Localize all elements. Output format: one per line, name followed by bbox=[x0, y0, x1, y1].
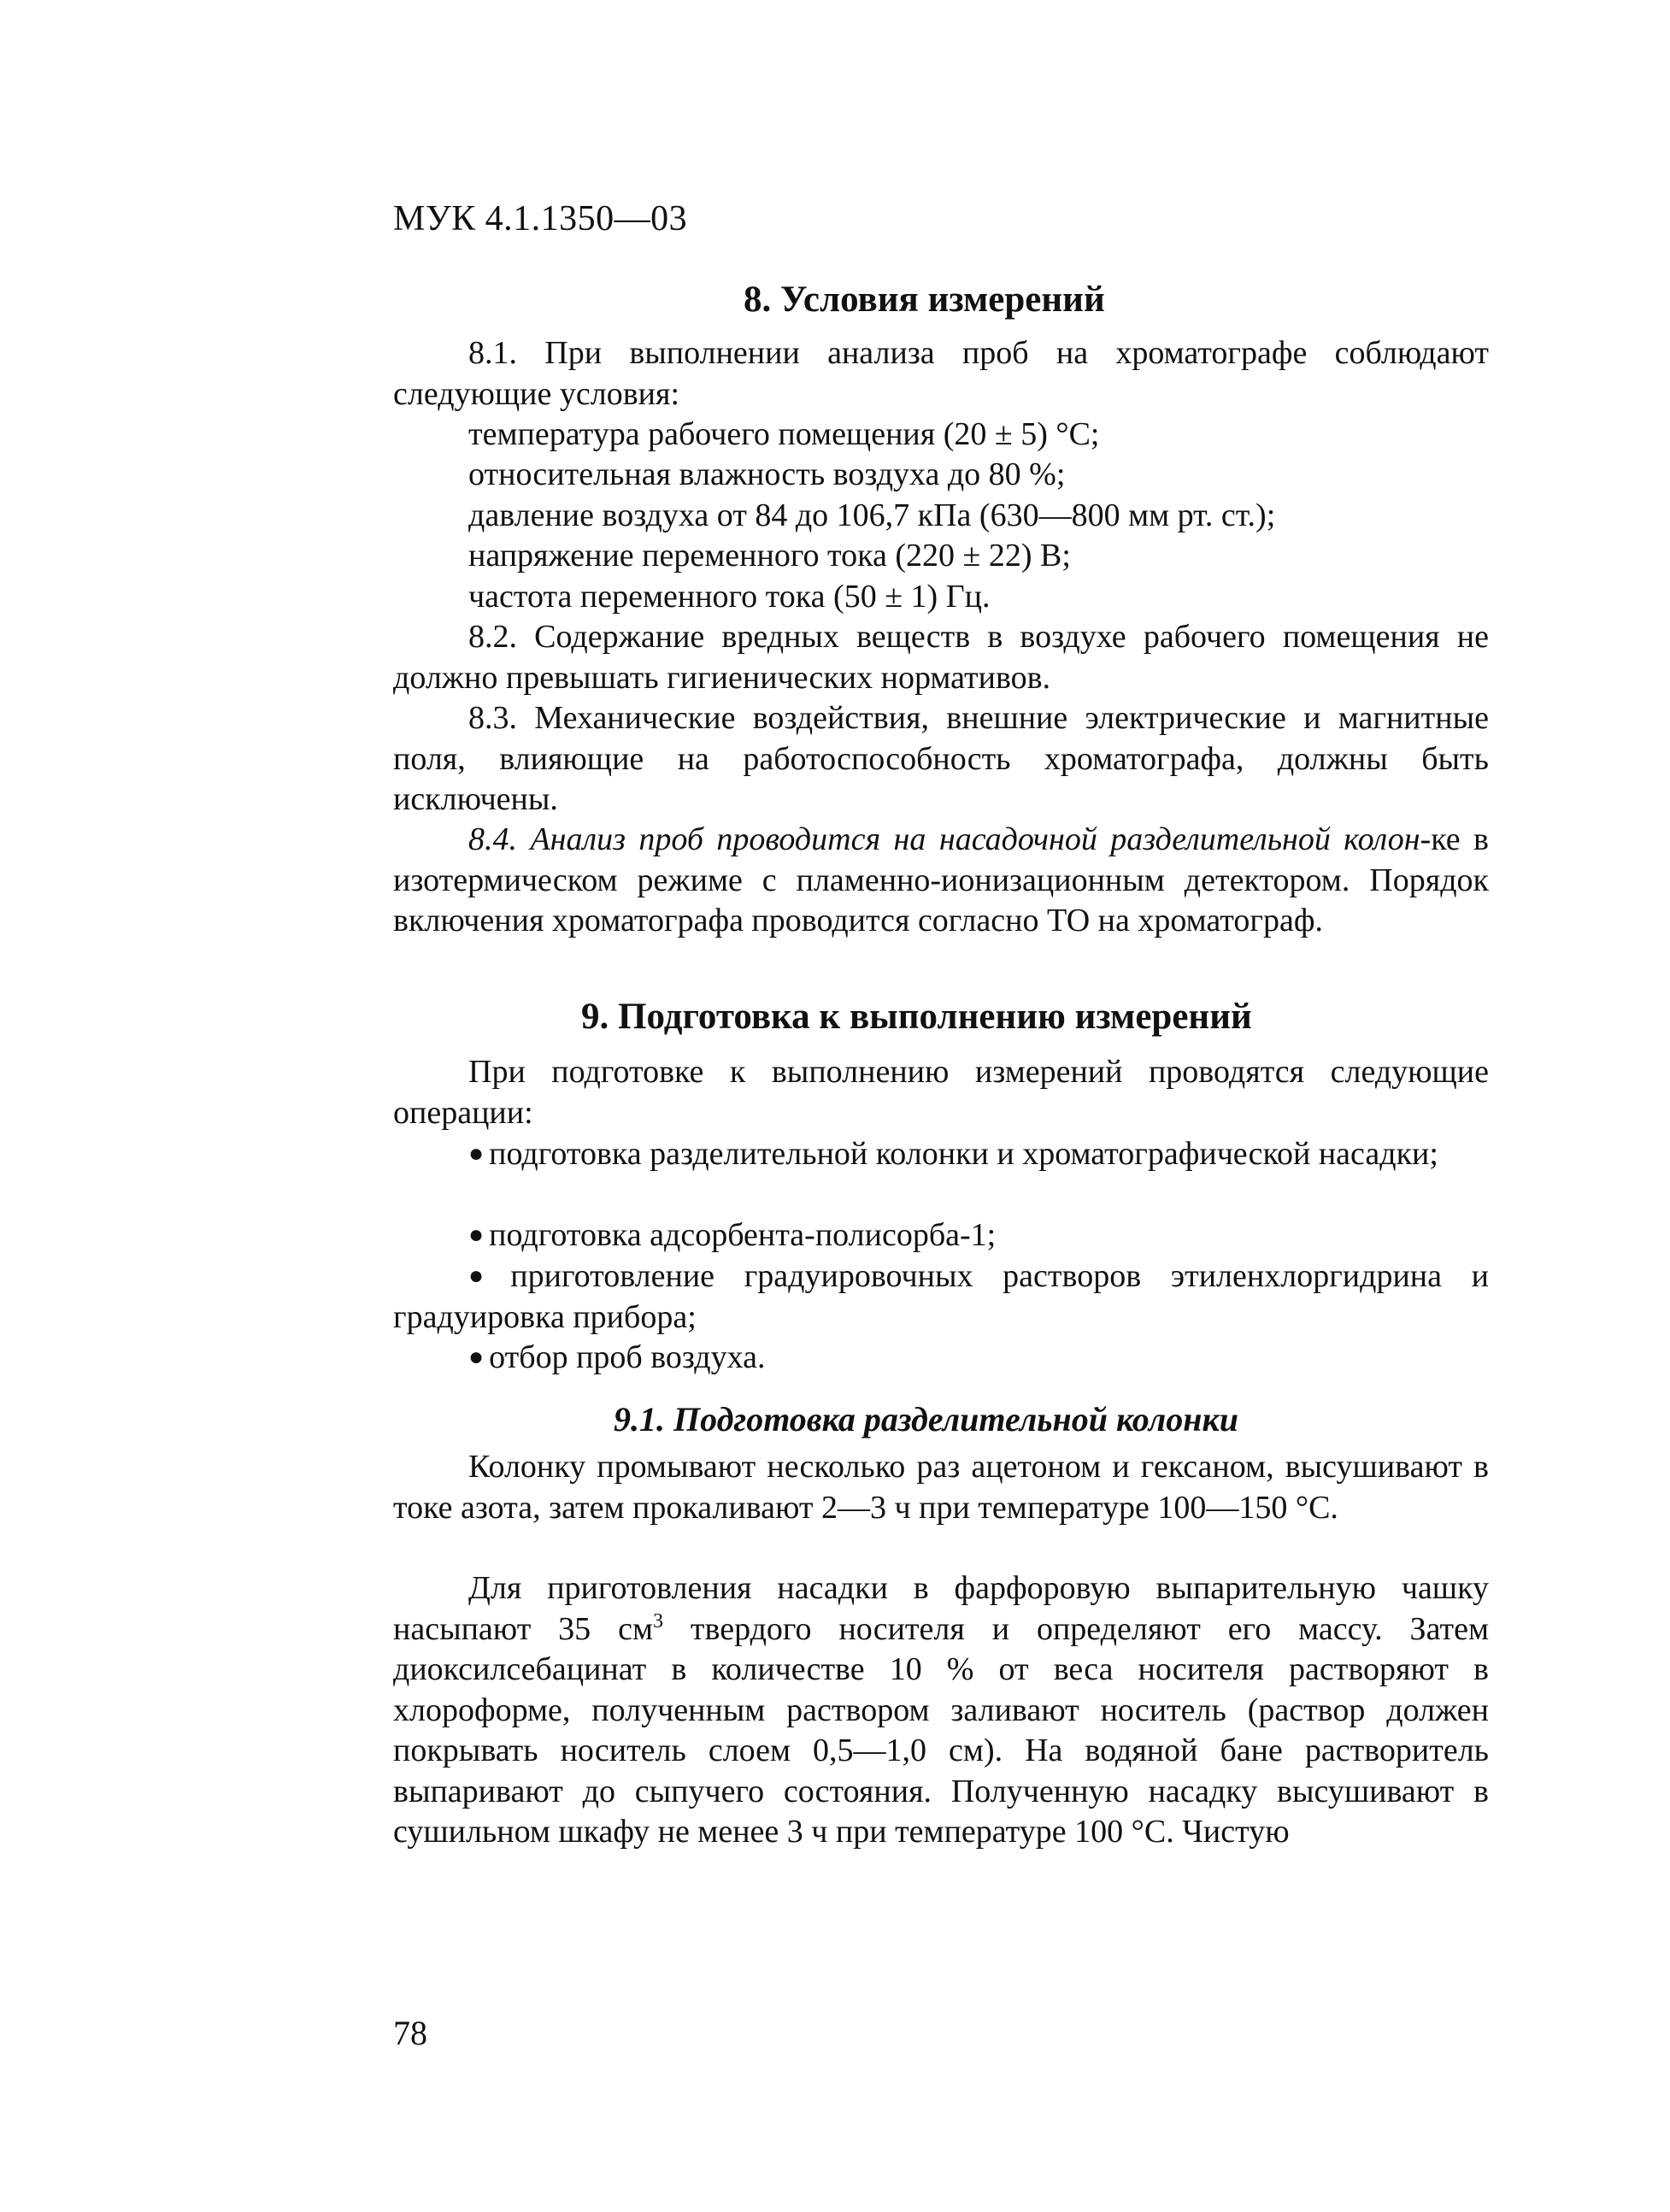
condition-voltage: напряжение переменного тока (220 ± 22) В; bbox=[468, 538, 1071, 574]
section-8-title: 8. Условия измерений bbox=[744, 279, 1105, 320]
paragraph-9-1-2 bbox=[393, 1568, 1489, 1853]
document-code: МУК 4.1.1350—03 bbox=[393, 199, 688, 238]
paragraph-8-1: 8.1. При выполнении анализа проб на хроматографе соблюдают следующие условия: bbox=[393, 335, 1489, 412]
list-item-text: подготовка разделительной колонки и хроматографической насадки; bbox=[489, 1136, 1438, 1172]
paragraph-text: Для приготовления насадки в фарфоровую выпарительную чашку насыпают 35 см bbox=[393, 1570, 1489, 1647]
paragraph-8-2: 8.2. Содержание вредных веществ в воздухе рабочего помещения не должно превышать гигиенических нормативов. bbox=[393, 619, 1489, 696]
list-item bbox=[393, 1215, 1489, 1256]
paragraph-8-4-italic: 8.4. Анализ проб проводится на насадочной разделительной колон- bbox=[468, 821, 1432, 857]
bullet-icon: ● bbox=[468, 1343, 485, 1371]
bullet-icon: ● bbox=[468, 1139, 485, 1168]
section-9-intro: При подготовке к выполнению измерений проводятся следующие операции: bbox=[393, 1054, 1489, 1131]
bullet-icon: ● bbox=[468, 1262, 506, 1290]
list-item-text: отбор проб воздуха. bbox=[489, 1339, 766, 1375]
paragraph-text: твердого носителя и определяют его массу. Затем диоксилсебацинат в количестве 10 % от веса носителя растворяют в хлороформе, полученным раствором заливают носитель (раствор должен покрывать носитель слоем 0,5—1,0 см). На водяной бане растворитель выпаривают до сыпучего состояния. Полученную насадку высушивают в сушильном шкафу не менее 3 ч при температуре 100 °С. Чистую bbox=[393, 1610, 1489, 1850]
page-number: 78 bbox=[393, 2014, 427, 2052]
list-item-text: подготовка адсорбента-полисорба-1; bbox=[489, 1217, 997, 1253]
condition-frequency: частота переменного тока (50 ± 1) Гц. bbox=[468, 579, 991, 615]
paragraph-8-4-rest: ке в изотермическом режиме с пламенно-ионизационным детектором. Порядок включения хроматографа проводится согласно ТО на хроматограф. bbox=[393, 821, 1489, 938]
superscript: 3 bbox=[653, 1609, 663, 1633]
list-item-text: приготовление градуировочных растворов этиленхлоргидрина и градуировка прибора; bbox=[393, 1258, 1489, 1335]
condition-pressure: давление воздуха от 84 до 106,7 кПа (630—800 мм рт. ст.); bbox=[468, 497, 1276, 533]
list-item bbox=[393, 1337, 1489, 1379]
list-item bbox=[393, 1256, 1489, 1338]
bullet-icon: ● bbox=[468, 1221, 485, 1249]
condition-temperature: температура рабочего помещения (20 ± 5) °С; bbox=[468, 416, 1100, 452]
section-9-title: 9. Подготовка к выполнению измерений bbox=[581, 997, 1252, 1037]
list-item bbox=[393, 1133, 1489, 1175]
subsection-9-1-title: 9.1. Подготовка разделительной колонки bbox=[614, 1400, 1238, 1438]
paragraph-8-4 bbox=[393, 820, 1489, 942]
paragraph-9-1-1: Колонку промывают несколько раз ацетоном и гексаном, высушивают в токе азота, затем прокаливают 2—3 ч при температуре 100—150 °С. bbox=[393, 1449, 1489, 1526]
condition-humidity: относительная влажность воздуха до 80 %; bbox=[468, 456, 1066, 492]
paragraph-8-3: 8.3. Механические воздействия, внешние электрические и магнитные поля, влияющие на работоспособность хроматографа, должны быть исключены. bbox=[393, 700, 1489, 817]
